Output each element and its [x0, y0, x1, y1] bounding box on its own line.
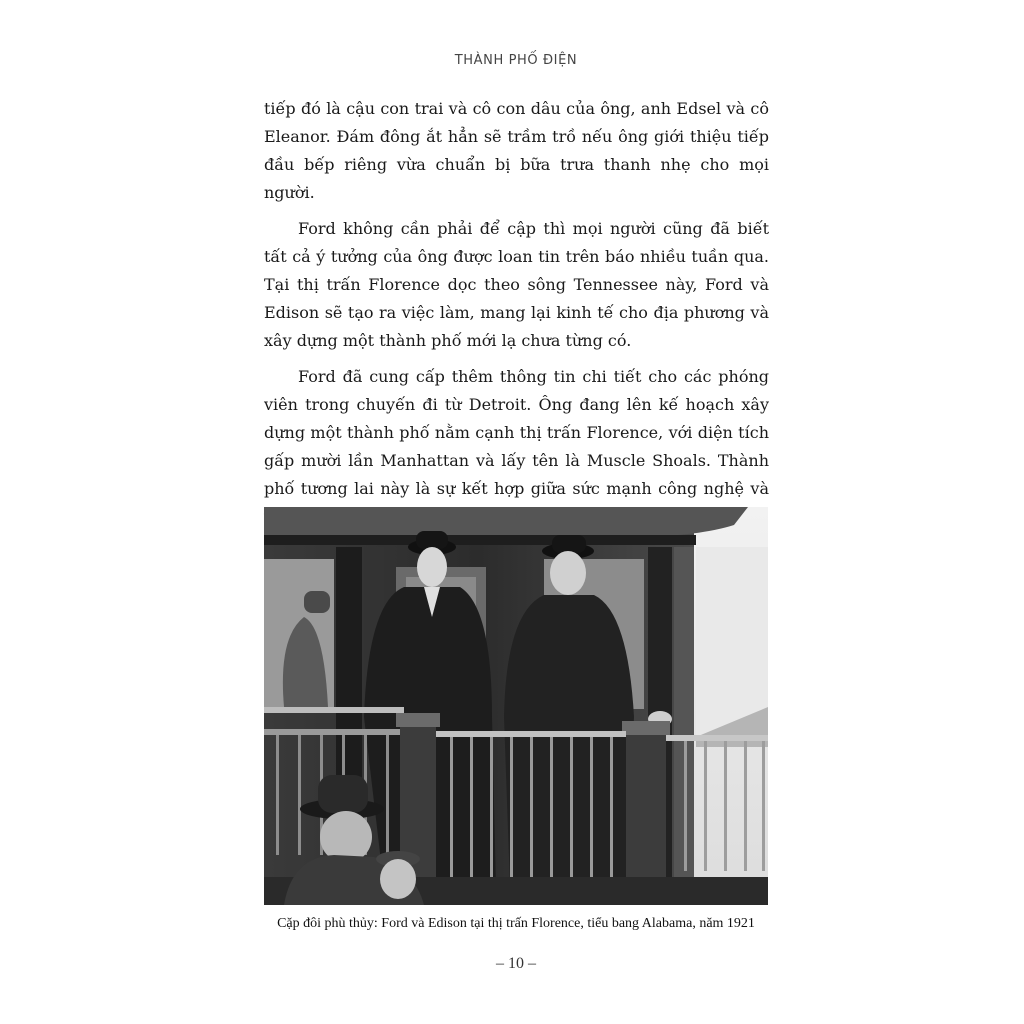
running-head: THÀNH PHỐ ĐIỆN [454, 53, 578, 68]
paragraph-2: Ford không cần phải để cập thì mọi người cũng đã biết tất cả ý tưởng của ông được loan tin trên báo nhiều tuần qua. Tại thị trấn Florence dọc theo sông Tennessee này, Ford và Edison sẽ tạo ra việc làm, mang lại kinh tế cho địa phương và xây dựng một thành phố mới lạ chưa từng có. [264, 219, 769, 350]
page-number: – 10 – [496, 955, 536, 972]
paragraph-1: tiếp đó là cậu con trai và cô con dâu của ông, anh Edsel và cô Eleanor. Đám đông ắt hẳn sẽ trầm trồ nếu ông giới thiệu tiếp đầu bếp riêng vừa chuẩn bị bữa trưa thanh nhẹ cho mọi người. [264, 99, 769, 202]
paragraph-3: Ford đã cung cấp thêm thông tin chi tiết cho các phóng viên trong chuyến đi từ Detroit. Ông đang lên kế hoạch xây dựng một thành phố nằm cạnh thị trấn Florence, với diện tích gấp mười lần Manhattan và lấy tên là Muscle Shoals. Thành phố tương lai này là sự kết hợp giữa sức mạnh công nghệ và [264, 367, 769, 498]
photo-caption: Cặp đôi phù thủy: Ford và Edison tại thị trấn Florence, tiểu bang Alabama, năm 1921 [277, 916, 755, 931]
historical-photo [264, 507, 768, 905]
body-text [264, 95, 769, 539]
